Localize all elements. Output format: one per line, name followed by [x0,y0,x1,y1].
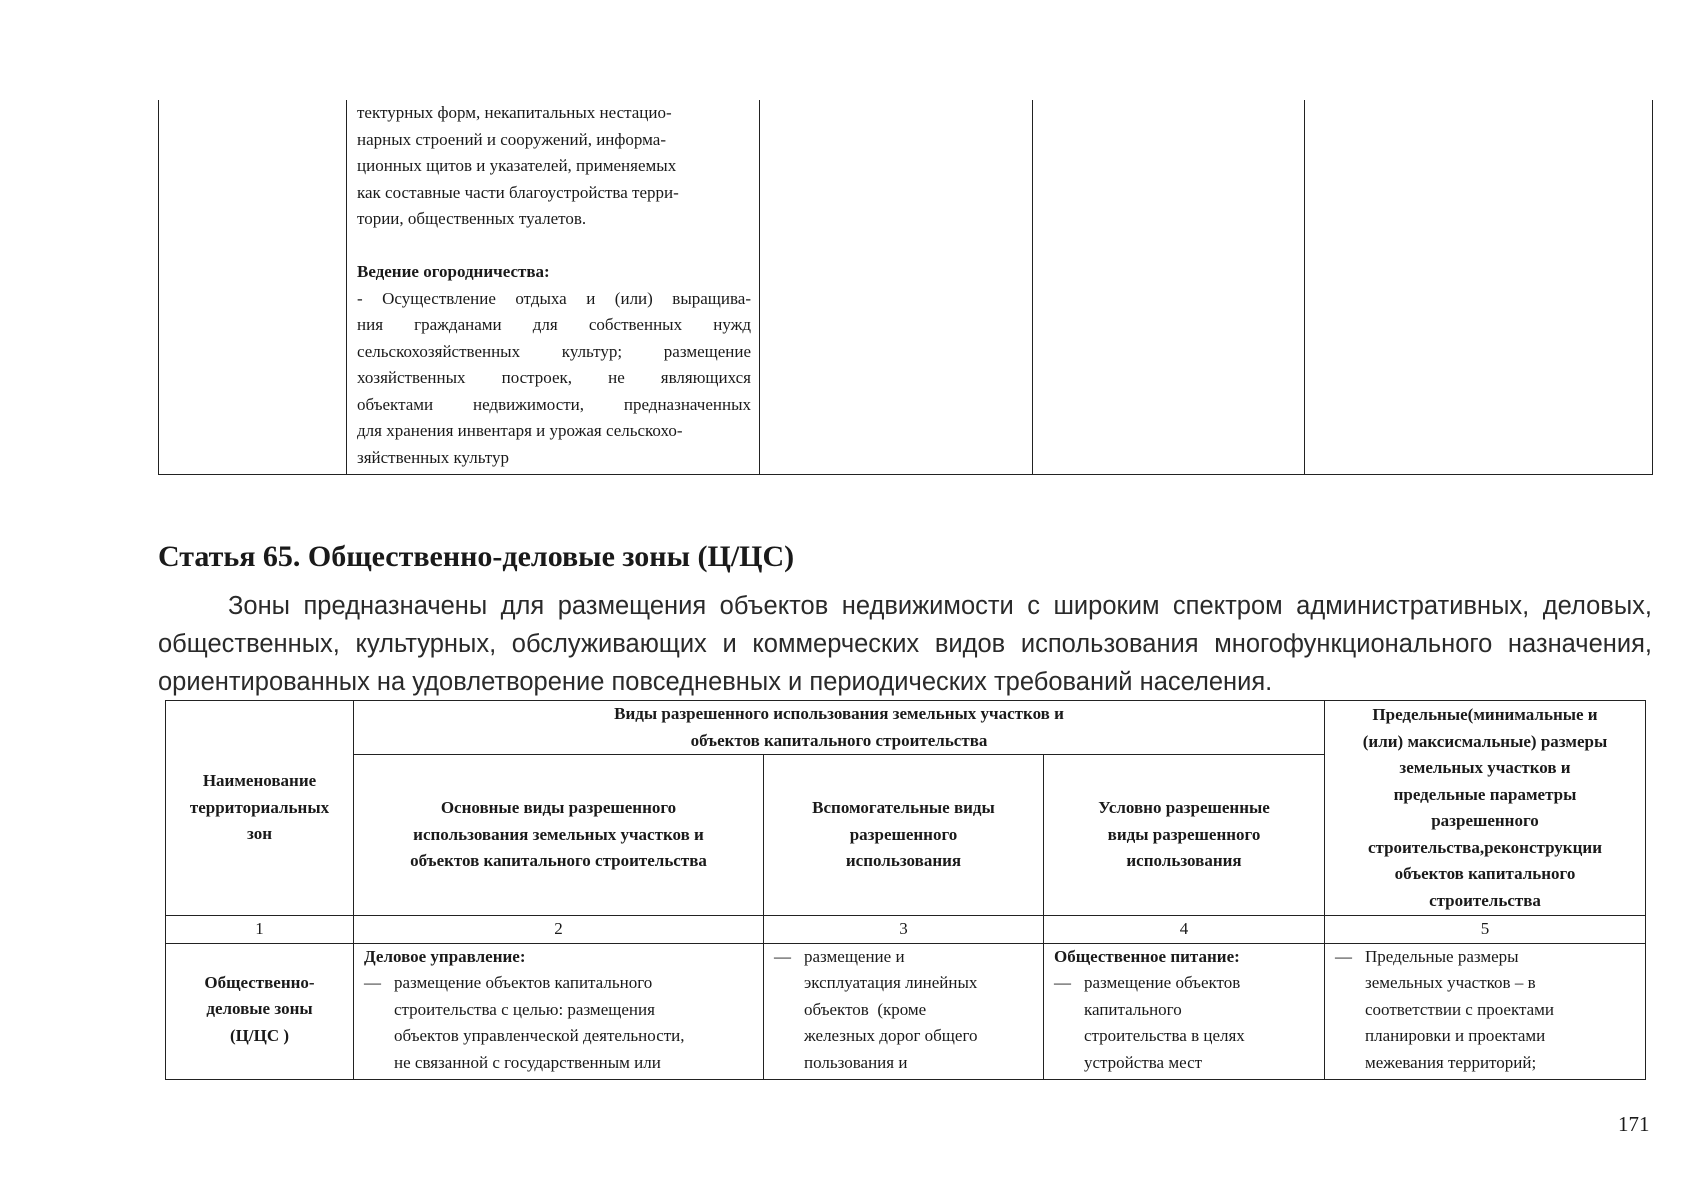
text-line: ционных щитов и указателей, применяемых [357,156,677,175]
column-number: 4 [1044,916,1325,944]
header-conditional-uses [1044,755,1325,916]
top-table-cell-2 [347,100,760,475]
header-line: территориальных [189,797,330,817]
page-number: 171 [1618,1112,1650,1136]
header-line: (или) максисмальные) размеры [1362,731,1608,751]
top-table-cell-5 [1305,100,1653,475]
text-line: хозяйственных построек, не являющихся [357,368,751,387]
header-line: использования земельных участков и [413,824,704,844]
text-line: пользования и [804,1052,908,1072]
top-table-cell-text [357,100,751,471]
main-uses-cell [354,943,764,1080]
top-table-cell-4 [1033,100,1305,475]
column-number: 2 [354,916,764,944]
text-line: устройства мест [1084,1052,1203,1072]
text-line: планировки и проектами [1365,1026,1546,1045]
column-number: 3 [764,916,1044,944]
header-line: разрешенного [849,824,958,844]
article-title: Статья 65. Общественно-деловые зоны (Ц/ЦС) [158,540,795,573]
header-limits [1325,701,1646,916]
table-row [159,100,1653,475]
column-number: 5 [1325,916,1646,944]
text-line: ния гражданами для собственных нужд [357,315,751,334]
column-number: 1 [166,916,354,944]
use-title: Общественное питание: [1054,946,1240,966]
top-continuation-table [158,100,1653,475]
list-item: — размещение объектов [1044,970,1324,997]
zone-name-line: деловые зоны [206,999,313,1018]
article-paragraph [158,587,1652,701]
list-item: — Предельные размеры [1325,944,1645,971]
header-line: строительства [1429,890,1541,910]
header-line: земельных участков и [1399,758,1571,777]
header-line: строительства,реконструкции [1368,837,1602,857]
gardening-title: Ведение огородничества: [357,262,550,281]
list-item: — размещение и [764,944,1043,971]
text-line: как составные части благоустройства терри- [357,182,679,202]
text-line: строительства с целью: размещения [394,999,655,1019]
text-line: для хранения инвентаря и урожая сельскохо- [357,421,683,440]
use-title: Деловое управление: [364,946,526,966]
header-line: Предельные(минимальные и [1372,705,1598,724]
text-line: нарных строений и сооружений, информа- [357,129,666,149]
header-line: виды разрешенного [1107,824,1261,844]
header-line: Условно разрешенные [1098,798,1270,818]
zone-name-line: (Ц/ЦС ) [229,1025,290,1045]
text-line: эксплуатация линейных [804,973,978,992]
header-line: Виды разрешенного использования земельных участков и [614,704,1064,723]
header-auxiliary-uses [764,755,1044,916]
text-line: объектов (кроме [804,999,927,1019]
header-line: Основные виды разрешенного [440,798,677,818]
list-item: — размещение объектов капитального [354,970,763,997]
conditional-uses-cell [1044,943,1325,1080]
header-line: предельные параметры [1393,784,1577,804]
zones-table [165,700,1646,1080]
text-line: тектурных форм, некапитальных нестацио- [357,103,672,122]
column-number-row [166,916,1646,944]
header-main-uses [354,755,764,916]
header-group-title [354,701,1325,755]
text-line: капитального [1084,999,1182,1019]
paragraph-line: общественных, культурных, обслуживающих и коммерческих видов использования многофункционального назначения, [158,630,1652,658]
header-line: Наименование [202,771,317,791]
text-line: - Осуществление отдыха и (или) выращива- [357,288,751,308]
header-line: использования [845,851,962,871]
text-line: соответствии с проектами [1365,999,1555,1019]
text-line: земельных участков – в [1365,973,1536,992]
header-line: использования [1126,851,1242,871]
top-table-cell-1 [159,100,347,475]
text-line: строительства в целях [1084,1026,1245,1045]
header-line: объектов капитального строительства [690,730,988,750]
header-line: разрешенного [1431,811,1539,830]
limits-cell [1325,943,1646,1080]
text-line: не связанной с государственным или [394,1052,661,1072]
spacer [357,233,751,260]
zone-name-cell [166,943,354,1080]
header-line: зон [246,824,273,844]
header-line: Вспомогательные виды [812,798,995,818]
paragraph-line: Зоны предназначены для размещения объектов недвижимости с широким спектром административных, деловых, [228,592,1652,620]
text-line: железных дорог общего [804,1026,978,1045]
table-row [166,943,1646,1080]
top-table-cell-3 [760,100,1033,475]
table-header-row [166,701,1646,755]
text-line: межевания территорий; [1365,1052,1537,1072]
text-line: объектов управленческой деятельности, [394,1026,685,1045]
header-zone-name [166,701,354,916]
text-line: зяйственных культур [357,447,510,467]
text-line: тории, общественных туалетов. [357,209,587,228]
zone-name-line: Общественно- [204,972,315,992]
header-line: объектов капитального строительства [410,851,707,871]
header-line: объектов капитального [1394,864,1576,883]
text-line: объектами недвижимости, предназначенных [357,394,751,414]
paragraph-line: ориентированных на удовлетворение повседневных и периодических требований населения. [158,668,1273,696]
auxiliary-uses-cell [764,943,1044,1080]
text-line: сельскохозяйственных культур; размещение [357,341,751,361]
